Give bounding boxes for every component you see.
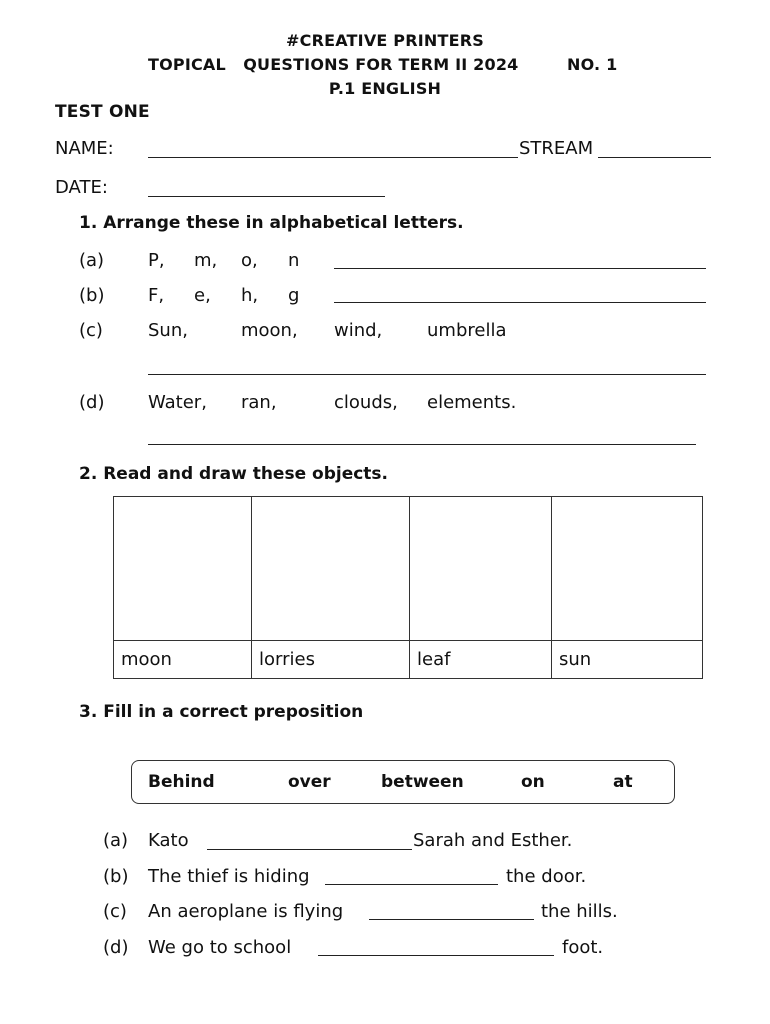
q1a-word: m,: [194, 250, 218, 271]
q1a-word: P,: [148, 250, 165, 271]
q3d-before: We go to school: [148, 937, 292, 958]
q1c-word: umbrella: [427, 320, 507, 341]
date-label: DATE:: [55, 177, 108, 198]
drawing-table: [113, 496, 703, 679]
q1c-word: wind,: [334, 320, 383, 341]
q1c-answer-line[interactable]: [148, 374, 706, 375]
q3b-answer-line[interactable]: [325, 884, 498, 885]
q3a-before: Kato: [148, 830, 189, 851]
object-label: sun: [552, 641, 703, 679]
word-bank-item: between: [381, 772, 464, 792]
q1-item-label: (c): [79, 320, 103, 341]
q1-item-label: (b): [79, 285, 105, 306]
q1a-word: n: [288, 250, 300, 271]
word-bank-item: over: [288, 772, 331, 792]
q1d-word: elements.: [427, 392, 517, 413]
q1d-word: Water,: [148, 392, 207, 413]
q1b-word: e,: [194, 285, 211, 306]
test-label: TEST ONE: [55, 102, 150, 122]
q1-item-label: (a): [79, 250, 105, 271]
stream-field[interactable]: [598, 157, 711, 158]
q3c-answer-line[interactable]: [369, 919, 534, 920]
q3-item-label: (b): [103, 866, 129, 887]
q1c-word: moon,: [241, 320, 298, 341]
q1-title: 1. Arrange these in alphabetical letters.: [79, 213, 464, 233]
q3d-answer-line[interactable]: [318, 955, 554, 956]
q1a-answer-line[interactable]: [334, 268, 706, 269]
q1d-word: ran,: [241, 392, 277, 413]
q3a-after: Sarah and Esther.: [413, 830, 573, 851]
q1a-word: o,: [241, 250, 258, 271]
q1b-word: g: [288, 285, 300, 306]
subject-title: P.1 ENGLISH: [328, 79, 442, 98]
q3-item-label: (c): [103, 901, 127, 922]
word-bank-item: on: [521, 772, 545, 792]
stream-label: STREAM: [519, 138, 594, 159]
object-label: moon: [114, 641, 252, 679]
q3d-after: foot.: [562, 937, 604, 958]
q3b-after: the door.: [506, 866, 587, 887]
drawing-box-sun[interactable]: [552, 497, 703, 641]
object-label: leaf: [410, 641, 552, 679]
drawing-box-leaf[interactable]: [410, 497, 552, 641]
q2-title: 2. Read and draw these objects.: [79, 464, 389, 484]
q3c-after: the hills.: [541, 901, 618, 922]
q3a-answer-line[interactable]: [207, 849, 412, 850]
header-title: #CREATIVE PRINTERS: [286, 31, 484, 50]
q1d-answer-line[interactable]: [148, 444, 696, 445]
object-label: lorries: [252, 641, 410, 679]
paper-number: NO. 1: [567, 55, 618, 74]
q1-item-label: (d): [79, 392, 105, 413]
name-label: NAME:: [55, 138, 114, 159]
drawing-box-moon[interactable]: [114, 497, 252, 641]
header-subtitle: TOPICAL QUESTIONS FOR TERM II 2024: [148, 55, 519, 74]
word-bank-item: at: [613, 772, 633, 792]
q3c-before: An aeroplane is flying: [148, 901, 344, 922]
q3-item-label: (d): [103, 937, 129, 958]
q3-title: 3. Fill in a correct preposition: [79, 702, 364, 722]
q1b-word: h,: [241, 285, 259, 306]
name-field[interactable]: [148, 157, 518, 158]
q1b-answer-line[interactable]: [334, 302, 706, 303]
q1d-word: clouds,: [334, 392, 398, 413]
q1b-word: F,: [148, 285, 165, 306]
drawing-box-lorries[interactable]: [252, 497, 410, 641]
word-bank-item: Behind: [148, 772, 215, 792]
word-bank: [131, 760, 675, 804]
q3-item-label: (a): [103, 830, 129, 851]
q1c-word: Sun,: [148, 320, 188, 341]
date-field[interactable]: [148, 196, 385, 197]
q3b-before: The thief is hiding: [148, 866, 310, 887]
